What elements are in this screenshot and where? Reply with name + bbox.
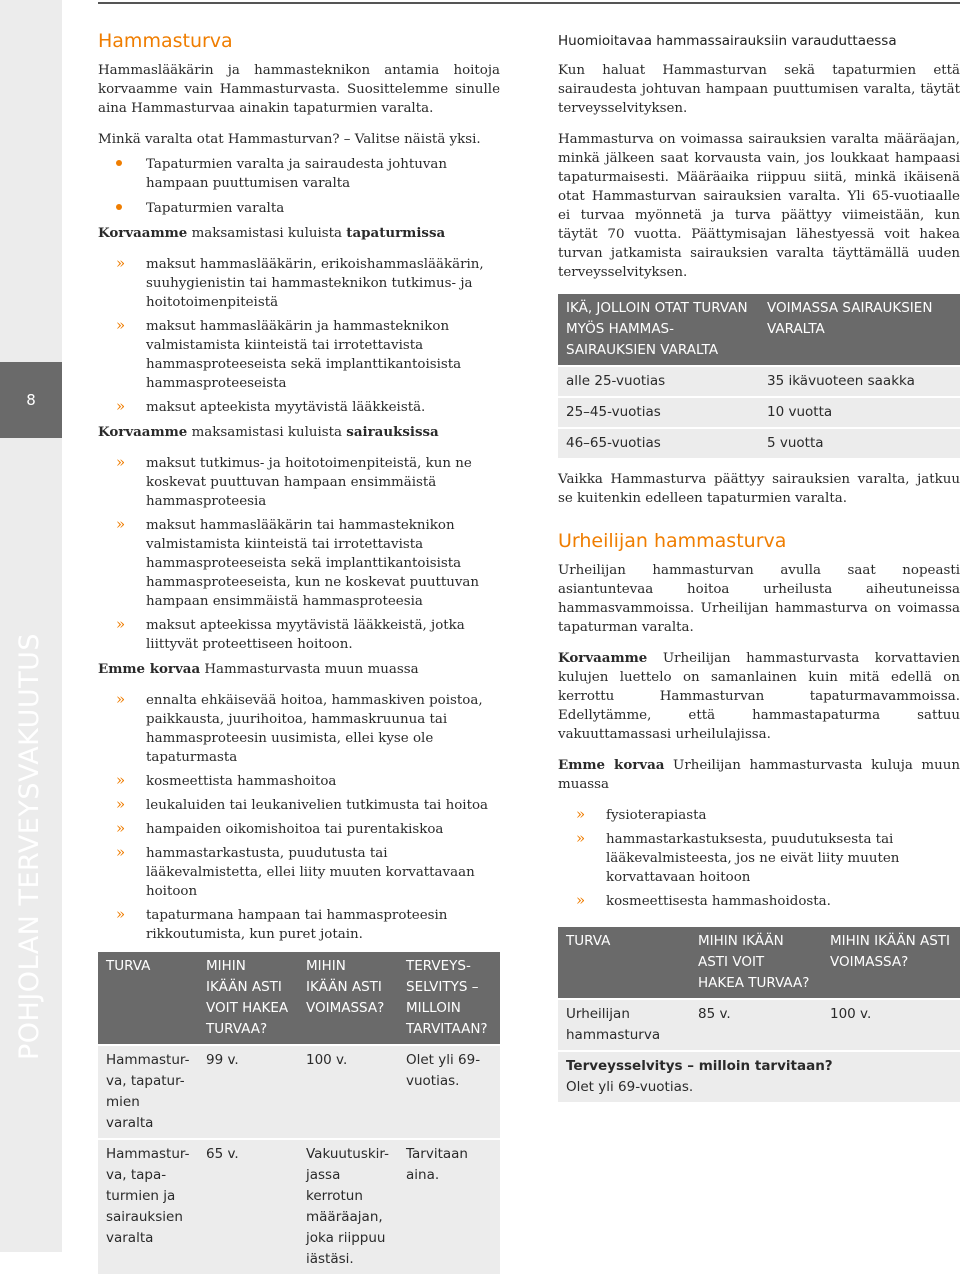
table-row	[558, 365, 960, 396]
list-item: » kosmeettista hammashoitoa	[146, 772, 500, 791]
table-header-cell: MIHIN IKÄÄN ASTI VOIMASSA?	[298, 952, 398, 1044]
table-cell: 85 v.	[690, 998, 822, 1050]
table-header-cell: MIHIN IKÄÄN ASTI VOIT HAKEA TURVAA?	[690, 927, 822, 998]
coverage-table	[98, 952, 500, 1274]
table-cell: 35 ikävuoteen saakka	[759, 365, 960, 396]
sport-table	[558, 927, 960, 1102]
table-cell: 100 v.	[822, 998, 960, 1050]
table-row	[558, 427, 960, 458]
list-item: » maksut apteekista myytävistä lääkkeistä.	[146, 398, 500, 417]
list-item: » fysioterapiasta	[606, 806, 960, 825]
list-item: » maksut hammaslääkärin ja hammasteknikon valmistamista kiinteistä tai irrotettavista hammasproteeseista sekä implanttikantoisista hammasproteeseista	[146, 317, 500, 393]
table-row	[558, 396, 960, 427]
right-column	[558, 32, 960, 1102]
table-cell: Urheilijan hammasturva	[558, 998, 690, 1050]
table-header-cell: TURVA	[98, 952, 198, 1044]
table-header-row	[558, 294, 960, 365]
illness-list	[98, 454, 500, 654]
table-cell: 99 v.	[198, 1044, 298, 1138]
top-rule	[98, 2, 960, 4]
list-item: » ennalta ehkäisevää hoitoa, hammaskiven poistoa, paikkausta, juurihoitoa, hammaskruunua tai hammasproteesin uusimista, ellei kyse ole tapaturmasta	[146, 691, 500, 767]
table-row	[558, 1050, 960, 1102]
paragraph: Korvaamme Urheilijan hammasturvasta korvattavien kulujen luettelo on samanlainen kuin mitä edellä on kerrottu Hammasturvan tapaturmavammoissa. Edellytämme, että hammastapaturma sattuu vakuuttamassasi urheilulajissa.	[558, 650, 960, 742]
accident-heading: Korvaamme maksamistasi kuluista tapaturmissa	[98, 225, 446, 241]
list-item: » hammastarkastusta, puudutusta tai lääkevalmistetta, ellei liity muuten korvattavaan hoitoon	[146, 844, 500, 901]
table-header-cell: MIHIN IKÄÄN ASTI VOIMASSA?	[822, 927, 960, 998]
list-item: » hammastarkastuksesta, puudutuksesta tai lääkevalmisteesta, jos ne eivät liity muuten korvattavaan hoitoon	[606, 830, 960, 887]
table-note	[558, 1050, 960, 1102]
left-column	[98, 32, 500, 1274]
paragraph: Hammasturva on voimassa sairauksien varalta määräajan, minkä jälkeen saat korvausta vain, jos loukkaat hampaasi tapaturmaisesti. Määräaika riippuu siitä, minkä ikäisenä otat Hammasturvan sairauksien varalta. Yli 65-vuotiaalle ei turvaa myönnetä ja turva päättyy viimeistään, kun täytät 70 vuotta. Päättymisajan lähestyessä voit hakea turvan jatkamista sairauksien varalta täyttämällä uuden terveysselvityksen.	[558, 132, 960, 280]
table-header-cell: MIHIN IKÄÄN ASTI VOIT HAKEA TURVAA?	[198, 952, 298, 1044]
list-item: » maksut apteekissa myytävistä lääkkeistä, jotka liittyvät proteettiseen hoitoon.	[146, 616, 500, 654]
table-cell: 65 v.	[198, 1138, 298, 1274]
option-item: Tapaturmien varalta	[146, 199, 500, 218]
sidebar	[0, 0, 62, 1252]
table-cell: 100 v.	[298, 1044, 398, 1138]
table-cell: Hammastur-va, tapa-turmien ja sairauksien varalta	[98, 1138, 198, 1274]
paragraph: Emme korvaa Urheilijan hammasturvasta kuluja muun muassa	[558, 757, 960, 792]
exclusions-heading: Emme korvaa Hammasturvasta muun muassa	[98, 661, 419, 677]
illness-heading: Korvaamme maksamistasi kuluista sairauksissa	[98, 424, 439, 440]
option-item: Tapaturmien varalta ja sairaudesta johtuvan hampaan puuttumisen varalta	[146, 155, 500, 193]
paragraph: Urheilijan hammasturvan avulla saat nopeasti asiantuntevaa hoitoa urheilusta aiheutuneissa hammasvammoissa. Urheilijan hammasturva on voimassa tapaturman varalta.	[558, 563, 960, 635]
table-cell: Olet yli 69-vuotias.	[398, 1044, 500, 1138]
table-row	[558, 998, 960, 1050]
list-item: » hampaiden oikomishoitoa tai purentakiskoa	[146, 820, 500, 839]
paragraph: Vaikka Hammasturva päättyy sairauksien varalta, jatkuu se kuitenkin edelleen tapaturmien varalta.	[558, 472, 960, 506]
table-cell: Hammastur-va, tapatur-mien varalta	[98, 1044, 198, 1138]
list-item: » maksut hammaslääkärin, erikoishammaslääkärin, suuhygienistin tai hammasteknikon tutkimus- ja hoitotoimenpiteistä	[146, 255, 500, 312]
note-text: Olet yli 69-vuotias.	[566, 1079, 694, 1095]
paragraph: Kun haluat Hammasturvan sekä tapaturmien että sairaudesta johtuvan hampaan puuttumisen varalta, täytät terveysselvityksen.	[558, 63, 960, 116]
choose-text: Minkä varalta otat Hammasturvan? – Valitse näistä yksi.	[98, 132, 481, 147]
table-cell: 46–65-vuotias	[558, 427, 759, 458]
table-header-cell: VOIMASSA SAIRAUKSIEN VARALTA	[759, 294, 960, 365]
table-cell: Vakuutuskir-jassa kerrotun määräajan, joka riippuu iästäsi.	[298, 1138, 398, 1274]
sub-heading: Huomioitavaa hammassairauksiin varauduttaessa	[558, 33, 897, 49]
accident-list	[98, 255, 500, 417]
list-item: » leukaluiden tai leukanivelien tutkimusta tai hoitoa	[146, 796, 500, 815]
table-cell: 5 vuotta	[759, 427, 960, 458]
table-header-cell: TURVA	[558, 927, 690, 998]
table-cell: Tarvitaan aina.	[398, 1138, 500, 1274]
exclusions-list	[98, 691, 500, 944]
table-header-row	[558, 927, 960, 998]
table-cell: alle 25-vuotias	[558, 365, 759, 396]
age-table	[558, 294, 960, 458]
list-item: » kosmeettisesta hammashoidosta.	[606, 892, 960, 911]
table-row	[98, 1044, 500, 1138]
table-cell: 25–45-vuotias	[558, 396, 759, 427]
table-header-cell: TERVEYS-SELVITYS – MILLOIN TARVITAAN?	[398, 952, 500, 1044]
table-header-row	[98, 952, 500, 1044]
table-header-cell: IKÄ, JOLLOIN OTAT TURVAN MYÖS HAMMAS-SAIRAUKSIEN VARALTA	[558, 294, 759, 365]
section-heading: Hammasturva	[98, 30, 233, 52]
intro-text: Hammaslääkärin ja hammasteknikon antamia hoitoja korvaamme vain Hammasturvasta. Suosittelemme sinulle aina Hammasturvaa ainakin tapaturmien varalta.	[98, 63, 500, 116]
list-item: » maksut tutkimus- ja hoitotoimenpiteistä, kun ne koskevat puuttuvan hampaan ensimmäistä hammasproteesia	[146, 454, 500, 511]
options-list	[98, 155, 500, 218]
sport-exclusions-list	[558, 806, 960, 911]
note-title: Terveysselvitys – milloin tarvitaan?	[566, 1058, 833, 1074]
sidebar-title: POHJOLAN TERVEYSVAKUUTUS	[14, 632, 45, 1060]
list-item: » maksut hammaslääkärin tai hammasteknikon valmistamista kiinteistä tai irrotettavista hammasproteeseista sekä implanttikantoisista hammasproteeseista, kun ne koskevat puuttuvan hampaan ensimmäistä hammasproteesia	[146, 516, 500, 611]
list-item: » tapaturmana hampaan tai hammasproteesin rikkoutumista, kun puret jotain.	[146, 906, 500, 944]
table-cell: 10 vuotta	[759, 396, 960, 427]
page-number: 8	[0, 362, 62, 438]
section-heading: Urheilijan hammasturva	[558, 530, 787, 552]
table-row	[98, 1138, 500, 1274]
